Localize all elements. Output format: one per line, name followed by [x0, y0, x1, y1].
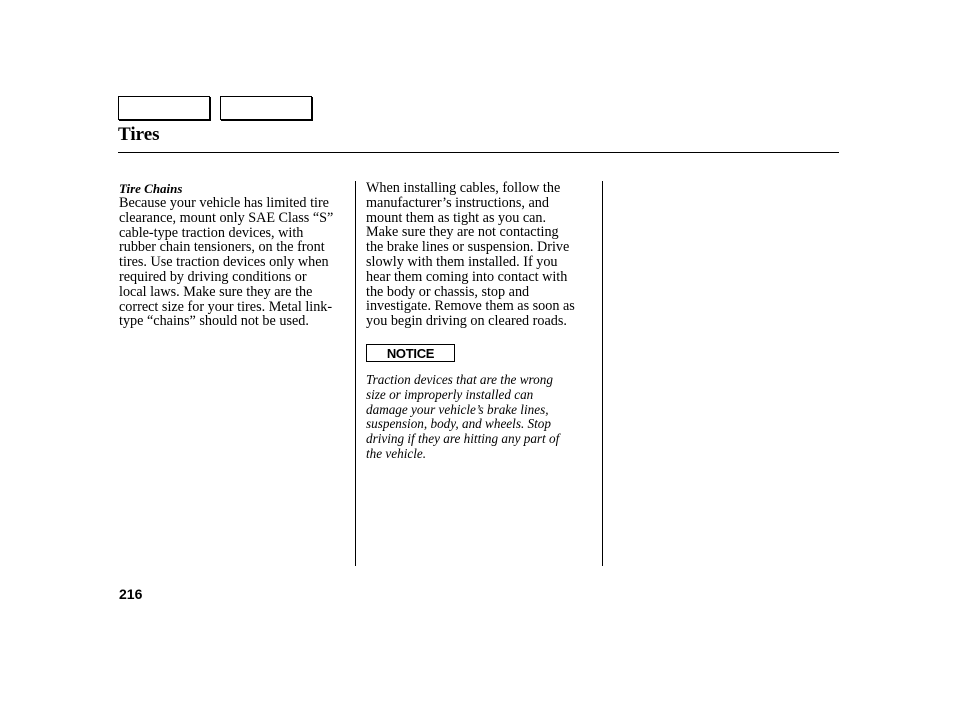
page-number: 216	[119, 586, 143, 602]
column-divider-2	[602, 181, 603, 566]
middle-column	[366, 181, 598, 329]
page-title: Tires	[118, 124, 160, 145]
title-divider	[118, 152, 839, 153]
left-column	[119, 181, 351, 329]
nav-button-1[interactable]	[118, 96, 210, 120]
middle-body-text: When installing cables, follow the manufacturer’s instructions, and mount them as tight as you can. Make sure they are not contacting the brake lines or suspension. Drive slowly with them installed. If you hear them coming into contact with the body or chassis, stop and investigate. Remove them as soon as you begin driving on cleared roads.	[366, 180, 575, 330]
notice-text: Traction devices that are the wrong size or improperly installed can damage your vehicle’s brake lines, suspension, body, and wheels. Stop driving if they are hitting any part of the vehicle.	[366, 372, 560, 461]
nav-button-2[interactable]	[220, 96, 312, 120]
left-body-text: Because your vehicle has limited tire clearance, mount only SAE Class “S” cable-type traction devices, with rubber chain tensioners, on the front tires. Use traction devices only when required by driving conditions or local laws. Make sure they are the correct size for your tires. Metal link- type “chains” should not be used.	[119, 195, 334, 330]
column-divider-1	[355, 181, 356, 566]
section-subheading: Tire Chains	[119, 181, 183, 196]
notice-label: NOTICE	[366, 344, 455, 362]
